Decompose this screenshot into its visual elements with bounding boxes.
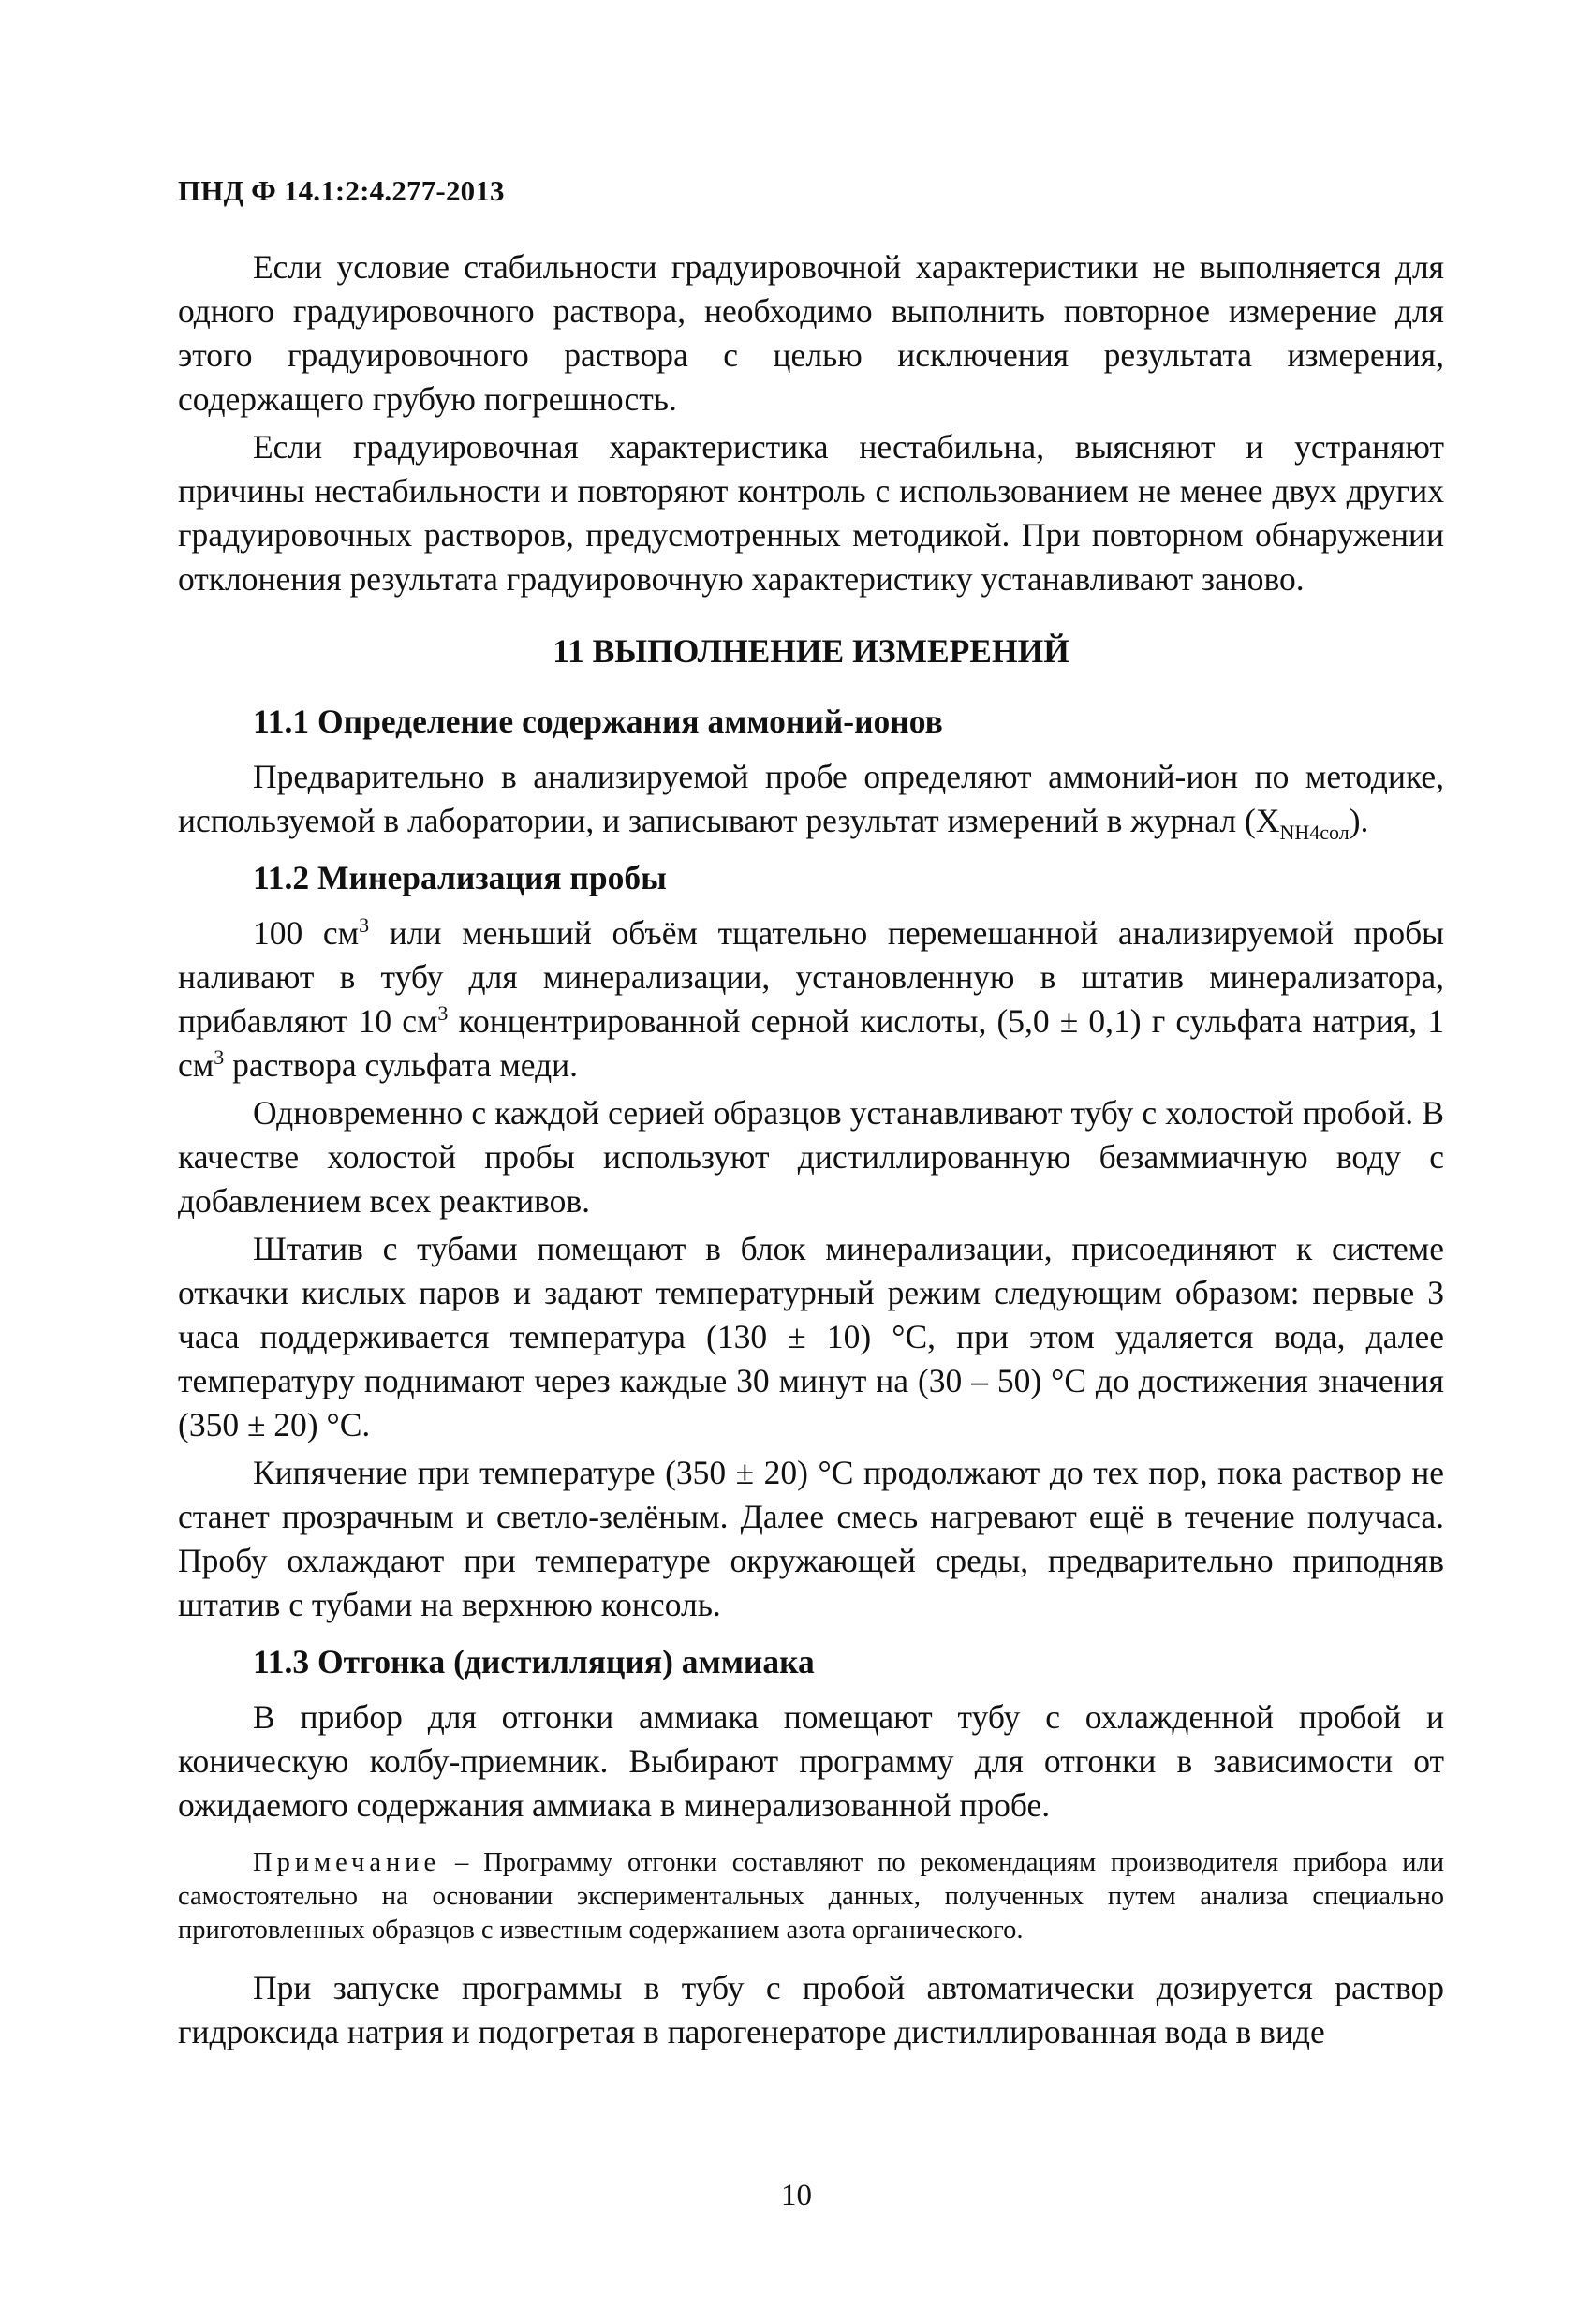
section-title: 11 ВЫПОЛНЕНИЕ ИЗМЕРЕНИЙ bbox=[553, 632, 1069, 670]
document-code: ПНД Ф 14.1:2:4.277-2013 bbox=[178, 174, 505, 207]
subsection-title-11-2: 11.2 Минерализация пробы bbox=[253, 859, 667, 896]
paragraph-ammonium-determination bbox=[178, 755, 1444, 843]
paragraph-distillation: В прибор для отгонки аммиака помещают тубу с охлажденной пробой и коническую колбу-приемник. Выбирают программу для отгонки в зависимости от ожидаемого содержания аммиака в минерализованной пробе. bbox=[178, 1698, 1444, 1824]
paragraph-text-b: или меньший объём тщательно перемешанной анализируемой пробы наливают в тубу для минерализации, установленную в штатив минерализатора, прибавляют 10 см bbox=[178, 914, 1444, 1040]
paragraph-text-d: раствора сульфата меди. bbox=[224, 1046, 579, 1084]
note bbox=[178, 1846, 1444, 1947]
paragraph-text-a: 100 см bbox=[253, 914, 360, 952]
paragraph-text-end: ). bbox=[1349, 802, 1369, 839]
subsection-title-11-3: 11.3 Отгонка (дистилляция) аммиака bbox=[253, 1643, 815, 1680]
paragraph-blank-sample: Одновременно с каждой серией образцов устанавливают тубу с холостой пробой. В качестве холостой пробы используют дистиллированную безаммиачную воду с добавлением всех реактивов. bbox=[178, 1094, 1444, 1220]
paragraph-calibration-unstable: Если градуировочная характеристика нестабильна, выясняют и устраняют причины нестабильности и повторяют контроль с использованием не менее двух других градуировочных растворов, предусмотренных методикой. При повторном обнаружении отклонения результата градуировочную характеристику устанавливают заново. bbox=[178, 428, 1444, 598]
paragraph-text: Предварительно в анализируемой пробе определяют аммоний-ион по методике, используемой в лаборатории, и записывают результат измерений в журнал ( bbox=[178, 758, 1444, 839]
superscript-3: 3 bbox=[437, 1001, 449, 1026]
paragraph-calibration-stability: Если условие стабильности градуировочной характеристики не выполняется для одного градуировочного раствора, необходимо выполнить повторное измерение для этого градуировочного раствора с целью исключения результата измерения, содержащего грубую погрешность. bbox=[178, 248, 1444, 418]
paragraph-mineralization bbox=[178, 911, 1444, 1088]
superscript-3: 3 bbox=[359, 913, 370, 938]
subsection-title-11-1: 11.1 Определение содержания аммоний-ионов bbox=[253, 703, 943, 740]
note-dash: – bbox=[440, 1848, 484, 1877]
paragraph-temperature-mode: Штатив с тубами помещают в блок минерализации, присоединяют к системе откачки кислых паров и задают температурный режим следующим образом: первые 3 часа поддерживается температура (130 ± 10) °С, при этом удаляется вода, далее температуру поднимают через каждые 30 минут на (30 – 50) °С до достижения значения (350 ± 20) °С. bbox=[178, 1230, 1444, 1443]
superscript-3: 3 bbox=[214, 1045, 225, 1070]
symbol-x: X bbox=[1255, 802, 1280, 839]
paragraph-program-start: При запуске программы в тубу с пробой автоматически дозируется раствор гидроксида натрия и подогретая в парогенераторе дистиллированная вода в виде bbox=[178, 1969, 1444, 2050]
note-text: Программу отгонки составляют по рекомендациям производителя прибора или самостоятельно на основании экспериментальных данных, полученных путем анализа специально приготовленных образцов с известным содержанием азота органического. bbox=[178, 1848, 1444, 1945]
note-label: Примечание bbox=[253, 1848, 441, 1877]
paragraph-boiling: Кипячение при температуре (350 ± 20) °С продолжают до тех пор, пока раствор не станет прозрачным и светло-зелёным. Далее смесь нагревают ещё в течение получаса. Пробу охлаждают при температуре окружающей среды, предварительно приподняв штатив с тубами на верхнюю консоль. bbox=[178, 1454, 1444, 1623]
paragraph-text-c: концентрированной серной кислоты, (5,0 ± 0,1) г сульфата натрия, 1 см bbox=[178, 1002, 1444, 1084]
page-content bbox=[178, 245, 1444, 2058]
symbol-subscript: NH4сол bbox=[1279, 821, 1350, 845]
page-number: 10 bbox=[781, 2179, 812, 2213]
